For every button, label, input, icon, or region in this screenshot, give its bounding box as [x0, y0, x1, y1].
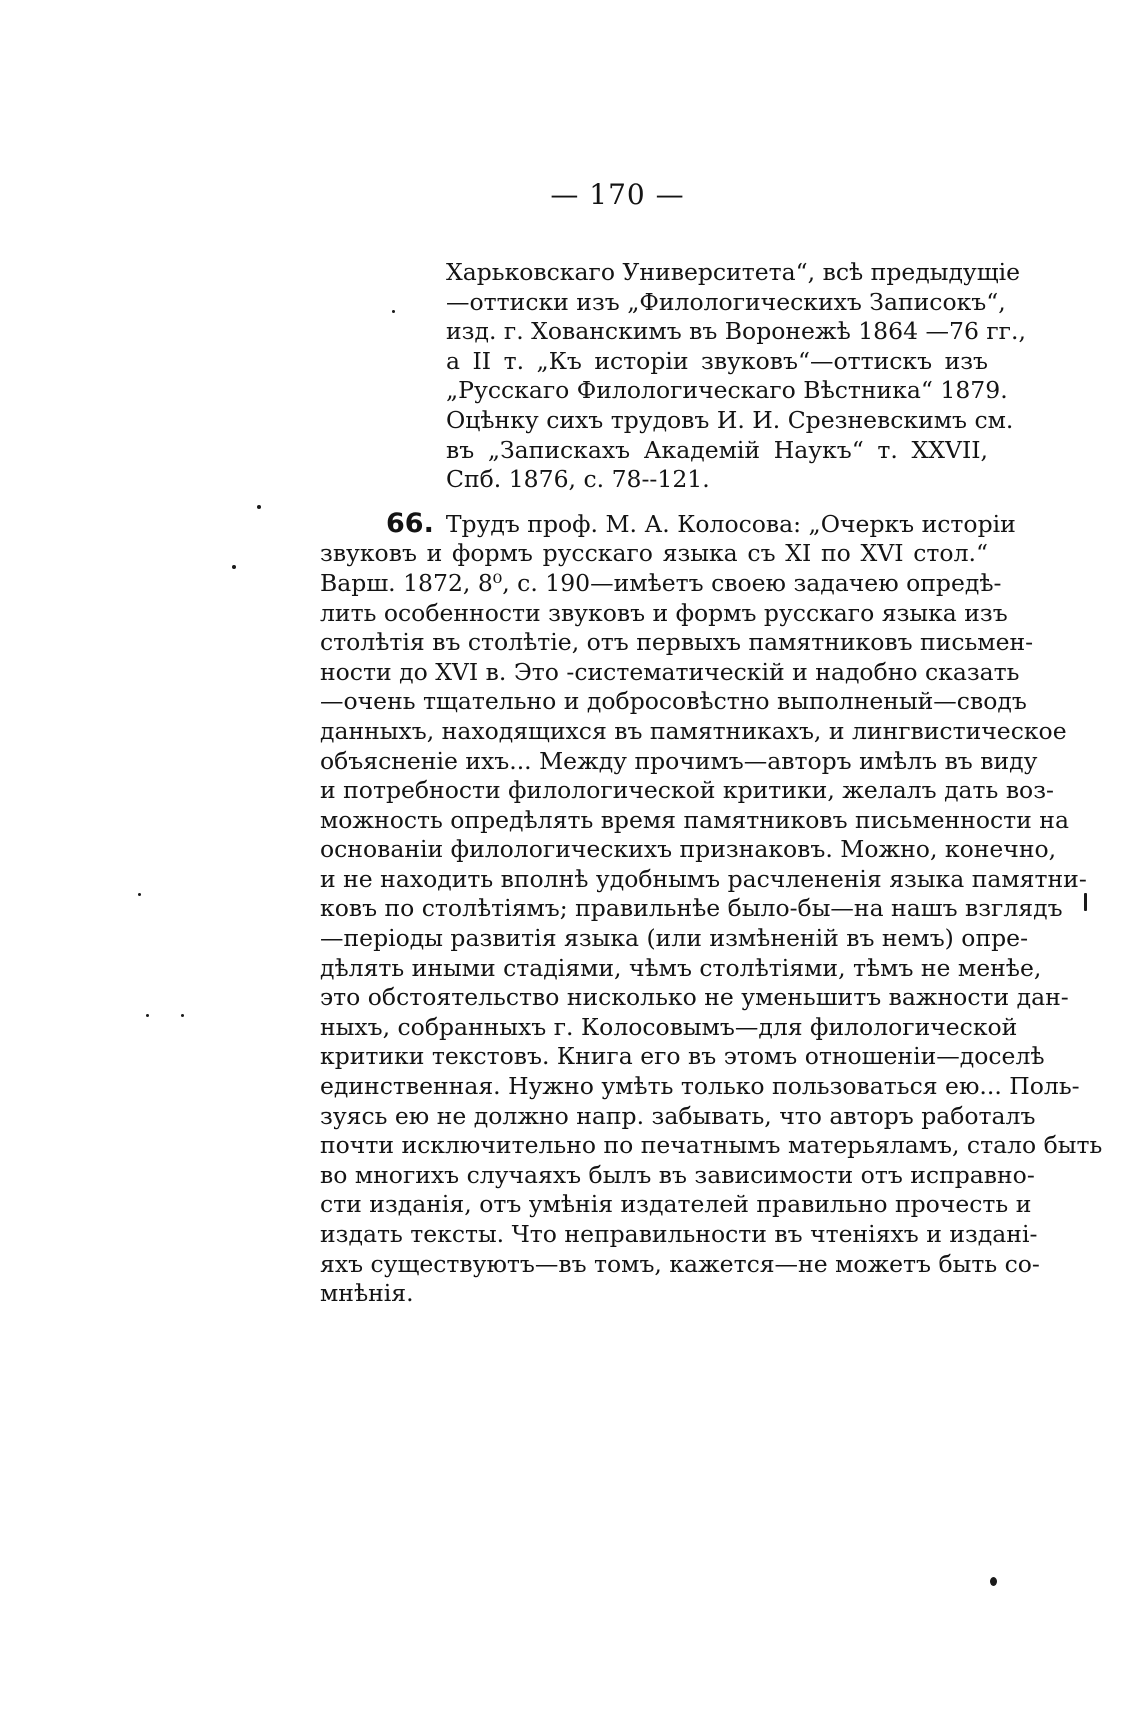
text-line: критики текстовъ. Книга его въ этомъ отношеніи—доселѣ: [320, 1042, 1045, 1071]
text-line: ныхъ, собранныхъ г. Колосовымъ—для филологической: [320, 1012, 1018, 1041]
text-line: зуясь ею не должно напр. забывать, что авторъ работалъ: [320, 1101, 1036, 1130]
scan-speck: [138, 893, 141, 896]
text-line: Харьковскаго Университета“, всѣ предыдущіе: [446, 258, 1021, 286]
text-line: звуковъ и формъ русскаго языка съ XI по XVI стол.“: [320, 539, 988, 568]
scan-speck: [392, 310, 395, 313]
scan-speck: [146, 1014, 149, 1017]
text-line: ковъ по столѣтіямъ; правильнѣе было-бы—на нашъ взглядъ: [320, 894, 1063, 923]
text-line: лить особенности звуковъ и формъ русскаго языка изъ: [320, 598, 1008, 627]
text-line: можность опредѣлять время памятниковъ письменности на: [320, 805, 1069, 834]
text-line: Оцѣнку сихъ трудовъ И. И. Срезневскимъ см.: [446, 405, 1014, 434]
page-number: — 170 —: [550, 178, 685, 211]
text-line: и не находить вполнѣ удобнымъ расчлененія языка памятни-: [320, 864, 1087, 893]
text-line: Спб. 1876, с. 78--121.: [446, 465, 710, 494]
text-line: Варш. 1872, 8⁰, с. 190—имѣетъ своею задачею опредѣ-: [320, 568, 1002, 597]
section-66-paragraph: [320, 507, 1103, 1309]
scan-speck: [257, 505, 261, 509]
continuation-paragraph: [320, 258, 1026, 495]
text-line: „Русскаго Филологическаго Вѣстника“ 1879.: [446, 376, 1008, 405]
text-line: яхъ существуютъ—въ томъ, кажется—не можетъ быть со-: [320, 1249, 1040, 1278]
scan-speck: [990, 1577, 997, 1586]
text-line: —оттиски изъ „Филологическихъ Записокъ“,: [446, 287, 1006, 316]
section-first-line-text: Трудъ проф. М. А. Колосова: „Очеркъ исторіи: [445, 509, 1016, 538]
text-line: столѣтія въ столѣтіе, отъ первыхъ памятниковъ письмен-: [320, 628, 1034, 657]
scan-speck: [181, 1014, 184, 1017]
section-number: 66.: [386, 507, 434, 539]
text-line: основаніи филологическихъ признаковъ. Можно, конечно,: [320, 835, 1057, 864]
text-line: во многихъ случаяхъ былъ въ зависимости отъ исправно-: [320, 1160, 1035, 1189]
text-line: —періоды развитія языка (или измѣненій въ немъ) опре-: [320, 924, 1029, 953]
scan-speck: [232, 565, 236, 569]
text-line: почти исключительно по печатнымъ матерьяламъ, стало быть: [320, 1131, 1103, 1160]
text-line: сти изданія, отъ умѣнія издателей правильно прочесть и: [320, 1190, 1032, 1219]
text-line: объясненіе ихъ... Между прочимъ—авторъ имѣлъ въ виду: [320, 746, 1038, 775]
text-line: изд. г. Хованскимъ въ Воронежѣ 1864 —76 гг.,: [446, 317, 1026, 346]
text-line: а II т. „Къ исторіи звуковъ“—оттискъ изъ: [446, 346, 988, 375]
text-line: издать тексты. Что неправильности въ чтеніяхъ и изданi-: [320, 1220, 1038, 1248]
text-line: дѣлять иными стадіями, чѣмъ столѣтіями, тѣмъ не менѣе,: [320, 953, 1042, 982]
text-line: ности до XVI в. Это -систематическій и надобно сказать: [320, 657, 1020, 686]
text-line: это обстоятельство нисколько не уменьшитъ важности дан-: [320, 983, 1069, 1012]
body-text: [320, 258, 1103, 1309]
text-line: —очень тщательно и добросовѣстно выполненый—сводъ: [320, 687, 1027, 716]
text-line: единственная. Нужно умѣть только пользоваться ею... Поль-: [320, 1072, 1080, 1101]
section-first-line: [320, 507, 1016, 540]
text-line: въ „Запискахъ Академій Наукъ“ т. XXVII,: [446, 435, 988, 464]
text-line: и потребности филологической критики, желалъ дать воз-: [320, 776, 1054, 805]
scan-speck: [1084, 893, 1087, 911]
text-line: мнѣнія.: [320, 1279, 414, 1308]
text-line: данныхъ, находящихся въ памятникахъ, и лингвистическое: [320, 716, 1067, 745]
